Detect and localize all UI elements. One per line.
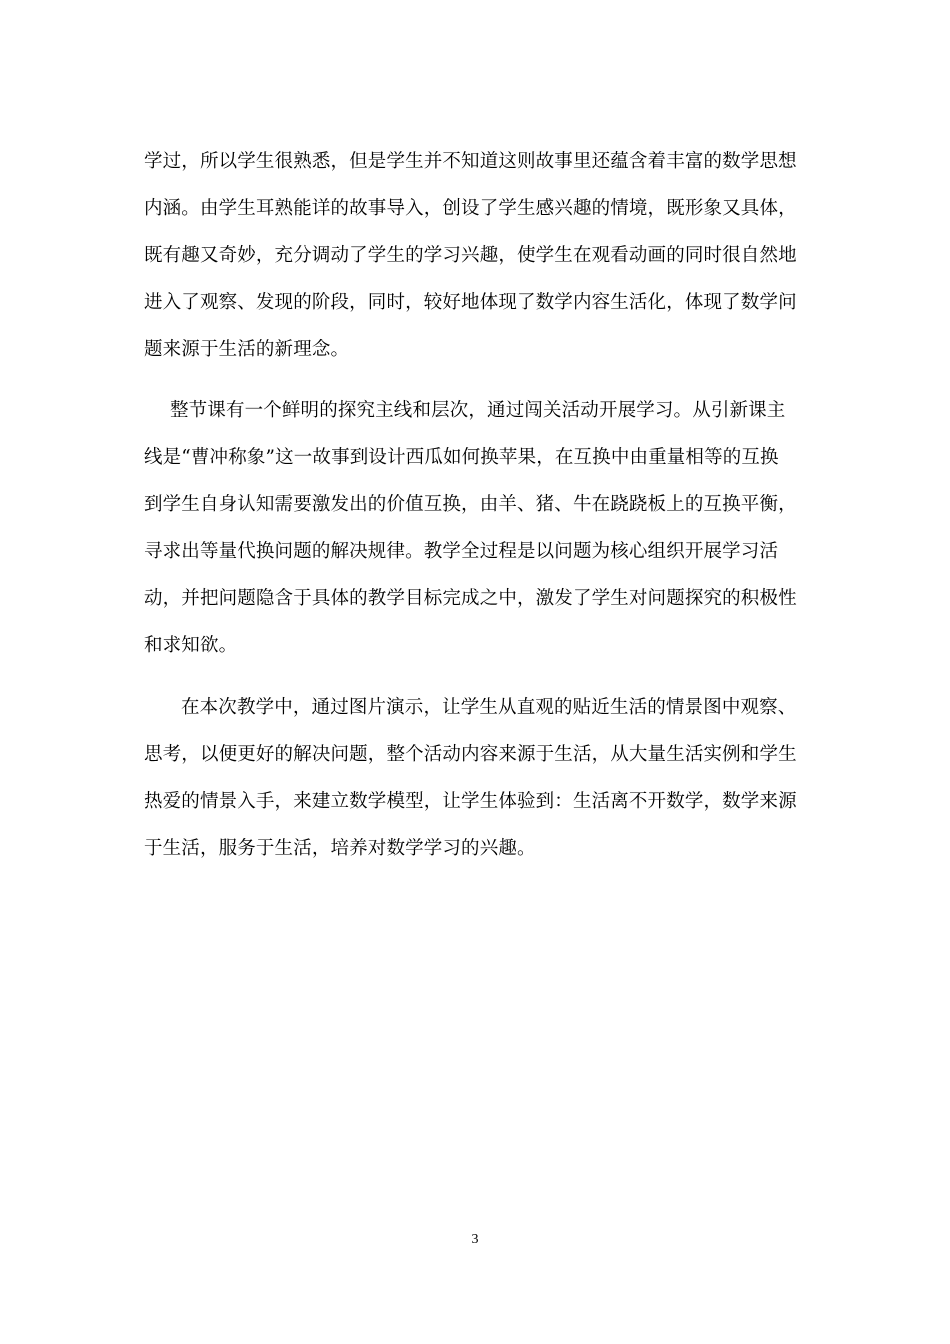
paragraph-2-line-6: 和求知欲。 — [144, 635, 238, 656]
paragraph-2-line-2: 线是“曹冲称象”这一故事到设计西瓜如何换苹果，在互换中由重量相等的互换 — [144, 447, 779, 468]
paragraph-1-line-2: 内涵。由学生耳熟能详的故事导入，创设了学生感兴趣的情境，既形象又具体， — [144, 198, 797, 219]
paragraph-1-line-3: 既有趣又奇妙，充分调动了学生的学习兴趣，使学生在观看动画的同时很自然地 — [144, 245, 797, 266]
paragraph-2-line-3: 到学生自身认知需要激发出的价值互换，由羊、猪、牛在跷跷板上的互换平衡， — [144, 494, 797, 515]
paragraph-3-line-1: 在本次教学中，通过图片演示，让学生从直观的贴近生活的情景图中观察、 — [181, 697, 797, 718]
paragraph-2-line-4: 寻求出等量代换问题的解决规律。教学全过程是以问题为核心组织开展学习活 — [144, 541, 779, 562]
paragraph-2-line-1: 整节课有一个鲜明的探究主线和层次，通过闯关活动开展学习。从引新课主 — [170, 400, 786, 421]
paragraph-3-line-4: 于生活，服务于生活，培养对数学学习的兴趣。 — [144, 838, 536, 859]
paragraph-1-line-1: 学过，所以学生很熟悉，但是学生并不知道这则故事里还蕴含着丰富的数学思想 — [144, 151, 797, 172]
paragraph-1-line-5: 题来源于生活的新理念。 — [144, 339, 350, 360]
paragraph-3-line-2: 思考，以便更好的解决问题，整个活动内容来源于生活，从大量生活实例和学生 — [144, 744, 797, 765]
paragraph-1-line-4: 进入了观察、发现的阶段，同时，较好地体现了数学内容生活化，体现了数学问 — [144, 292, 797, 313]
paragraph-3-line-3: 热爱的情景入手，来建立数学模型，让学生体验到：生活离不开数学，数学来源 — [144, 791, 797, 812]
paragraph-2-line-5: 动，并把问题隐含于具体的教学目标完成之中，激发了学生对问题探究的积极性 — [144, 588, 797, 609]
page-number: 3 — [471, 1232, 479, 1247]
